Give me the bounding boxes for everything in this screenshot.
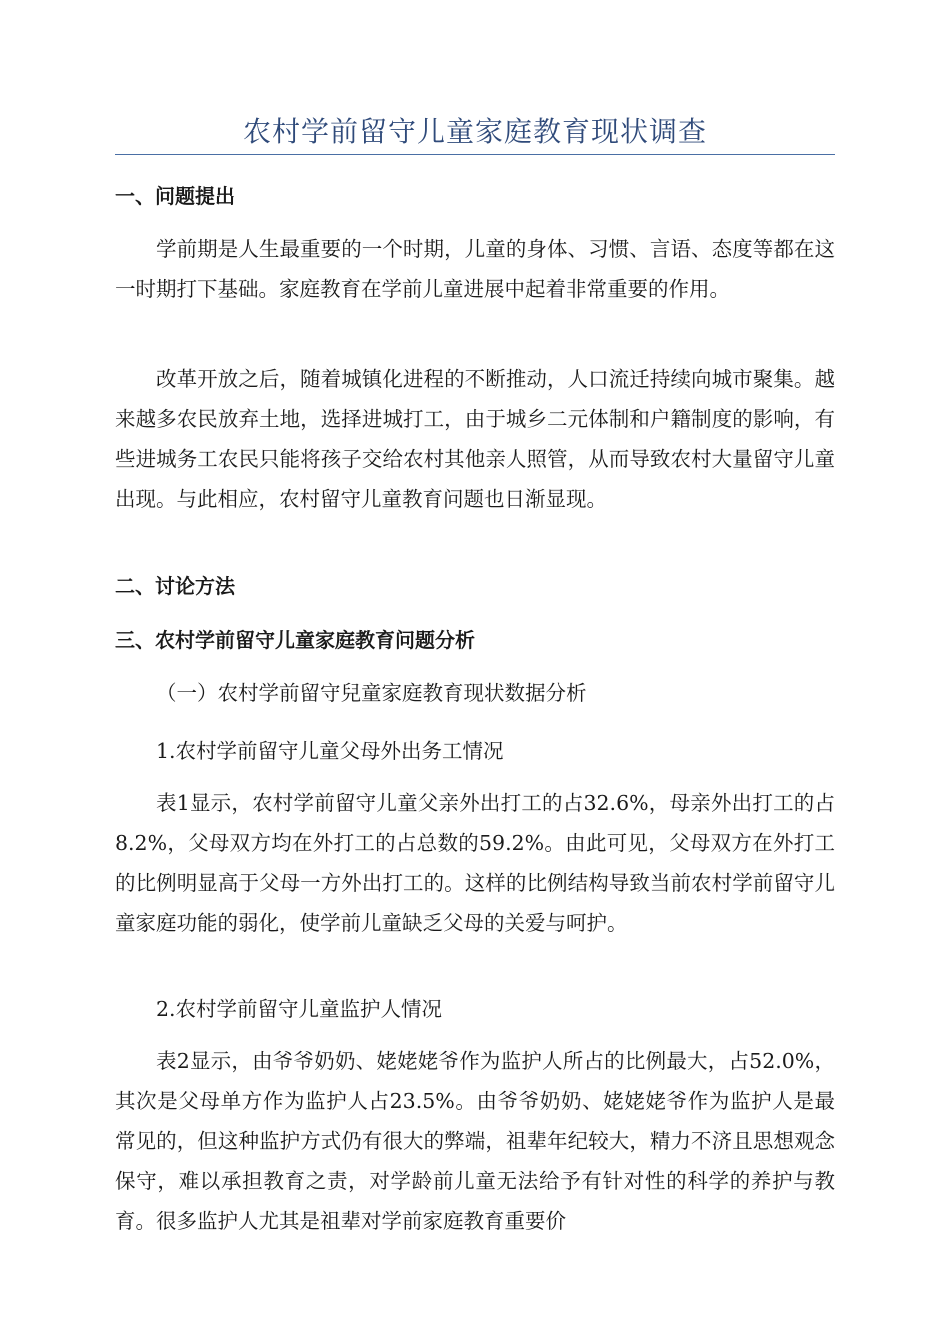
subheading-1: （一）农村学前留守兒童家庭教育现状数据分析 <box>156 681 587 705</box>
section-heading-3: 三、农村学前留守儿童家庭教育问题分析 <box>115 628 475 652</box>
document-title: 农村学前留守儿童家庭教育现状调查 <box>242 115 707 148</box>
section-heading-1: 一、问题提出 <box>115 184 235 208</box>
paragraph-1: 学前期是人生最重要的一个时期，儿童的身体、习惯、言语、态度等都在这一时期打下基础。家庭教育在学前儿童进展中起着非常重要的作用。 <box>115 237 835 301</box>
subheading-2: 1.农村学前留守儿童父母外出务工情况 <box>156 739 504 763</box>
paragraph-3: 表1显示，农村学前留守儿童父亲外出打工的占32.6%，母亲外出打工的占8.2%，父母双方均在外打工的占总数的59.2%。由此可见，父母双方在外打工的比例明显高于父母一方外出打工的。这样的比例结构导致当前农村学前留守儿童家庭功能的弱化，使学前儿童缺乏父母的关爱与呵护。 <box>115 791 835 935</box>
title-underline <box>115 154 835 155</box>
paragraph-2: 改革开放之后，随着城镇化进程的不断推动，人口流迁持续向城市聚集。越来越多农民放弃土地，选择进城打工，由于城乡二元体制和户籍制度的影响，有些进城务工农民只能将孩子交给农村其他亲人照管，从而导致农村大量留守儿童出现。与此相应，农村留守儿童教育问题也日渐显现。 <box>115 367 835 511</box>
section-heading-2: 二、讨论方法 <box>115 574 235 598</box>
subheading-3: 2.农村学前留守儿童监护人情况 <box>156 997 443 1021</box>
paragraph-4: 表2显示，由爷爷奶奶、姥姥姥爷作为监护人所占的比例最大，占52.0%，其次是父母单方作为监护人占23.5%。由爷爷奶奶、姥姥姥爷作为监护人是最常见的，但这种监护方式仍有很大的弊端，祖辈年纪较大，精力不济且思想观念保守，难以承担教育之责，对学龄前儿童无法给予有针对性的科学的养护与教育。很多监护人尤其是祖辈对学前家庭教育重要价 <box>115 1049 835 1233</box>
